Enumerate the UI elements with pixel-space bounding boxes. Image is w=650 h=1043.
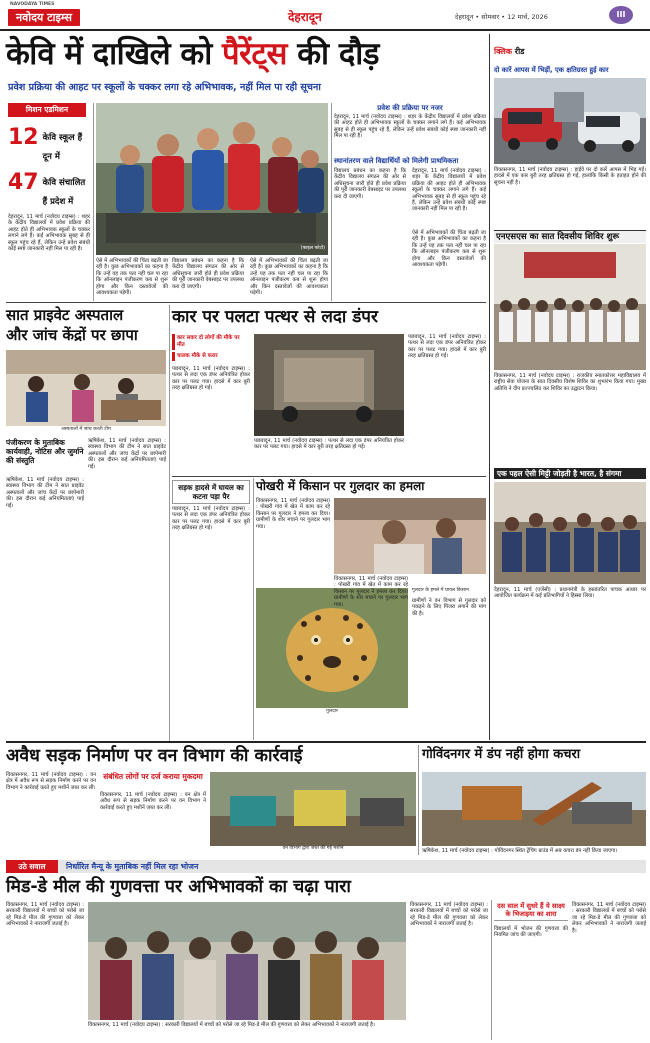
- mid-rule-2: [253, 478, 254, 740]
- click-label: क्लिक: [494, 47, 512, 56]
- lead-photo-students: [96, 103, 328, 255]
- hospital-inspection-illustration: [6, 350, 166, 426]
- govind-photo: [422, 772, 646, 846]
- seized-machines-illustration: [210, 772, 416, 846]
- leopard-body-3: विकासनगर, 11 मार्च (नवोदय टाइम्स) : पोखरी गांव में खेत में काम कर रहे किसान पर गुलदार ने हमला कर दिया। ग्रामीणों के शोर मचाने पर गुलदार भाग गया।: [334, 576, 408, 608]
- mid-rule-1: [169, 305, 170, 741]
- midday-kicker: निर्धारित मैन्यू के मुताबिक नहीं मिल रहा भोजन: [66, 862, 199, 871]
- midday-body-2: विकासनगर, 11 मार्च (नवोदय टाइम्स) : सरकारी विद्यालयों में बच्चों को परोसे जा रहे मिड-डे मील की गुणवत्ता को लेकर अभिभावकों ने नाराजगी जताई है।: [88, 1022, 375, 1028]
- lead-body-col1: देहरादून, 11 मार्च (नवोदय टाइम्स) : शहर के केंद्रीय विद्यालयों में प्रवेश प्रक्रिया की आहट होते ही अभिभावक स्कूलों के चक्कर लगाने लगे हैं। कई अभिभावक सुबह से ही स्कूल पहुंच रहे हैं, लेकिन उन्हें प्रवेश संबंधी कोई स्पष्ट जानकारी नहीं मिल पा रही है।: [8, 214, 90, 253]
- dumper-body-1: पछवादून, 11 मार्च (नवोदय टाइम्स) : पत्थर से लदा एक डंपर अनियंत्रित होकर कार पर पलट गया। हादसे में कार बुरी तरह क्षतिग्रस्त हो गई।: [172, 366, 250, 392]
- govind-headline: गोविंदनगर में डंप नहीं होगा कचरा: [422, 747, 581, 762]
- page-number: III: [616, 10, 626, 19]
- road-photo: [210, 772, 416, 846]
- leopard-body-2: ग्रामीणों ने वन विभाग से गुलदार को पकड़ने के लिए पिंजरा लगाने की मांग की है।: [412, 598, 486, 617]
- masthead-brand: नवोदय टाइम्स: [8, 9, 80, 26]
- midday-body-3: विकासनगर, 11 मार्च (नवोदय टाइम्स) : सरकारी विद्यालयों में बच्चों को परोसे जा रहे मिड-डे मील की गुणवत्ता को लेकर अभिभावकों ने नाराजगी जताई है।: [410, 902, 488, 928]
- lead-body-col3: विद्यालय प्रबंधन का कहना है कि केंद्रीय विद्यालय संगठन की ओर से अधिसूचना जारी होते ही प्रवेश प्रक्रिया की पूरी जानकारी वेबसाइट पर उपलब्ध करा दी जाएगी।: [172, 258, 244, 290]
- masthead-small-brand: NAVODAYA TIMES: [10, 2, 55, 7]
- lead-headline-part2: की दौड़: [297, 36, 379, 72]
- nss-headline: एनएसएस का सात दिवसीय शिविर शुरू: [494, 230, 646, 243]
- lead-tag: मिशन एडमिशन: [8, 103, 86, 117]
- dumper-body-2: पछवादून, 11 मार्च (नवोदय टाइम्स) : पत्थर से लदा एक डंपर अनियंत्रित होकर कार पर पलट गया। हादसे में कार बुरी तरह क्षतिग्रस्त हो गई।: [408, 334, 486, 360]
- leopard-illustration: [256, 588, 408, 708]
- govind-body: ऋषिकेश, 11 मार्च (नवोदय टाइम्स) : गोविंदनगर स्थित ट्रेंचिंग ग्राउंड में अब कचरा डंप नहीं किया जाएगा।: [422, 848, 618, 854]
- midday-headline: मिड-डे मील की गुणवत्ता पर अभिभावकों का चढ़ा पारा: [6, 877, 351, 897]
- lead-body-col7: ऐसे में अभिभावकों की चिंता बढ़ती जा रही है। कुछ अभिभावकों का कहना है कि उन्हें यह तक पता नहीं चल पा रहा कि ऑनलाइन पंजीकरण कब से शुरू होगा और किन दस्तावेजों की आवश्यकता पड़ेगी।: [412, 230, 486, 269]
- dumper-photo-caption: पछवादून, 11 मार्च (नवोदय टाइम्स) : पत्थर से लदा एक डंपर अनियंत्रित होकर कार पर पलट गया। हादसे में कार बुरी तरह क्षतिग्रस्त हो गई।: [254, 438, 404, 451]
- dumper-bullet-2: चालक मौके से फरार: [172, 352, 250, 361]
- bottom-rule-1: [418, 745, 419, 855]
- car-crash-illustration: [494, 78, 646, 164]
- lead-headline: [6, 35, 486, 73]
- dumper-sub-body-1: पछवादून, 11 मार्च (नवोदय टाइम्स) : पत्थर से लदा एक डंपर अनियंत्रित होकर कार पर पलट गया। हादसे में कार बुरी तरह क्षतिग्रस्त हो गई।: [172, 506, 250, 532]
- click-read-label: [494, 46, 524, 57]
- students-illustration: [96, 103, 328, 255]
- page-number-badge: [609, 6, 633, 24]
- right-col-rule-2: [489, 300, 490, 740]
- injured-farmer-illustration: [334, 498, 486, 574]
- farmer-photo: [334, 498, 486, 574]
- lead-stat-2: [8, 170, 92, 212]
- right-col-rule: [489, 34, 490, 300]
- road-body-2: विकासनगर, 11 मार्च (नवोदय टाइम्स) : वन क्षेत्र में अवैध रूप से सड़क निर्माण करने पर वन विभाग ने कार्रवाई करते हुए मशीनें जब्त कर लीं।: [100, 792, 206, 811]
- lead-body-col5: देहरादून, 11 मार्च (नवोदय टाइम्स) : शहर के केंद्रीय विद्यालयों में प्रवेश प्रक्रिया की आहट होते ही अभिभावक स्कूलों के चक्कर लगाने लगे हैं। कई अभिभावक सुबह से ही स्कूल पहुंच रहे हैं, लेकिन उन्हें प्रवेश संबंधी कोई स्पष्ट जानकारी नहीं मिल पा रही है।: [334, 114, 486, 140]
- leopard-headline: पोखरी में किसान पर गुलदार का हमला: [256, 479, 425, 493]
- car-crash-photo: [494, 78, 646, 164]
- right-top-body: विकासनगर, 11 मार्च (नवोदय टाइम्स) : हाईवे पर दो कारें आपस में भिड़ गईं। हादसे में एक कार बुरी तरह क्षतिग्रस्त हो गई, हालांकि किसी के हताहत होने की सूचना नहीं है।: [494, 167, 646, 186]
- bottom-rule-2: [491, 900, 492, 1040]
- lead-stat-1-num: 12: [8, 125, 39, 150]
- nss-photo: [494, 244, 646, 370]
- midday-photo: [88, 902, 406, 1020]
- midday-side-body-1: विद्यालयों में भोजन की गुणवत्ता की नियमित जांच की जाएगी।: [494, 926, 568, 939]
- lead-rule-2: [331, 103, 332, 301]
- hospital-body-1: ऋषिकेश, 11 मार्च (नवोदय टाइम्स) : स्वास्थ्य विभाग की टीम ने सात प्राइवेट अस्पतालों और जांच केंद्रों पर छापेमारी की। इस दौरान कई अनियमितताएं पाई गईं।: [6, 477, 84, 509]
- hospital-headline-2: और जांच केंद्रों पर छापा: [6, 326, 138, 344]
- lead-stat-1-text: केवि स्कूल हैं दून में: [42, 133, 83, 162]
- lead-body-col2: ऐसे में अभिभावकों की चिंता बढ़ती जा रही है। कुछ अभिभावकों का कहना है कि उन्हें यह तक पता नहीं चल पा रहा कि ऑनलाइन पंजीकरण कब से शुरू होगा और किन दस्तावेजों की आवश्यकता पड़ेगी।: [96, 258, 168, 297]
- leopard-body-1: विकासनगर, 11 मार्च (नवोदय टाइम्स) : पोखरी गांव में खेत में काम कर रहे किसान पर गुलदार ने हमला कर दिया। ग्रामीणों के शोर मचाने पर गुलदार भाग गया।: [256, 498, 330, 530]
- dumper-headline: कार पर पलटा पत्थर से लदा डंपर: [172, 307, 378, 327]
- trenching-ground-illustration: [422, 772, 646, 846]
- nss-body: विकासनगर, 11 मार्च (नवोदय टाइम्स) : राजकीय स्नातकोत्तर महाविद्यालय में राष्ट्रीय सेवा योजना के सात दिवसीय विशेष शिविर का शुभारंभ किया गया। मुख्य अतिथि ने दीप प्रज्ज्वलित कर शिविर का उद्घाटन किया।: [494, 373, 646, 392]
- lead-stat-1: [8, 125, 92, 165]
- rule-mid-1: [6, 302, 486, 303]
- road-subhead: संबंधित लोगों पर दर्ज कराया मुकदमा: [103, 772, 203, 781]
- lead-subhead: प्रवेश प्रक्रिया की आहट पर स्कूलों के चक्कर लगा रहे अभिभावक, नहीं मिल पा रही सूचना: [8, 82, 321, 93]
- rule-dumper-bottom: [172, 476, 486, 477]
- lead-body-col6: विद्यालय प्रबंधन का कहना है कि केंद्रीय विद्यालय संगठन की ओर से अधिसूचना जारी होते ही प्रवेश प्रक्रिया की पूरी जानकारी वेबसाइट पर उपलब्ध करा दी जाएगी।: [334, 168, 406, 200]
- lead-stat-2-num: 47: [8, 170, 39, 195]
- lead-stat-2-text: केवि संचालित हैं प्रदेश में: [42, 178, 86, 207]
- leopard-photo: [256, 588, 408, 708]
- lead-headline-part1: केवि में दाखिले को: [6, 36, 212, 72]
- road-body-1: विकासनगर, 11 मार्च (नवोदय टाइम्स) : वन क्षेत्र में अवैध रूप से सड़क निर्माण करने पर वन विभाग ने कार्रवाई करते हुए मशीनें जब्त कर लीं।: [6, 772, 96, 791]
- hospital-subhead: पंजीकरण के मुताबिक कार्यवाही, नोटिस और जुर्माने की संस्तुति: [6, 438, 84, 465]
- dumper-photo: [254, 334, 404, 436]
- road-headline: अवैध सड़क निर्माण पर वन विभाग की कार्रवाई: [6, 746, 303, 766]
- read-label: रीड: [514, 47, 525, 56]
- leopard-caption: गुलदार: [326, 709, 338, 714]
- group-event-photo: [494, 482, 646, 584]
- masthead-dateline: देहरादून • सोमवार • 12 मार्च, 2026: [455, 13, 548, 21]
- masthead-rule: [0, 29, 650, 31]
- masthead-section: देहरादून: [288, 10, 322, 24]
- dumper-bullet-1: कार सवार दो लोगों की मौके पर मौत: [172, 334, 250, 350]
- lead-sub-2: स्थानांतरण वाले विद्यार्थियों को मिलेगी प्राथमिकता: [334, 157, 459, 165]
- lead-body-col4: ऐसे में अभिभावकों की चिंता बढ़ती जा रही है। कुछ अभिभावकों का कहना है कि उन्हें यह तक पता नहीं चल पा रहा कि ऑनलाइन पंजीकरण कब से शुरू होगा और किन दस्तावेजों की आवश्यकता पड़ेगी।: [250, 258, 328, 297]
- hospital-photo: [6, 350, 166, 426]
- midday-side-body-2: विकासनगर, 11 मार्च (नवोदय टाइम्स) : सरकारी विद्यालयों में बच्चों को परोसे जा रहे मिड-डे मील की गुणवत्ता को लेकर अभिभावकों ने नाराजगी जताई है।: [572, 902, 646, 934]
- midday-tag: उठे सवाल: [6, 860, 58, 873]
- hospital-caption: अस्पतालों में जांच करती टीम: [61, 427, 111, 432]
- nss-group-illustration: [494, 244, 646, 370]
- dumper-subhead: सड़क हादसे में घायल का कटना पड़ा पैर: [172, 480, 250, 504]
- right-top-headline: दो कारें आपस में भिड़ीं, एक क्षतिग्रस्त हुई कार: [494, 66, 609, 74]
- parents-protest-illustration: [88, 902, 406, 1020]
- midday-side-headline: दस साल में सुधरे हैं ये साक्ष्य के भिजाइया का शारा: [494, 902, 568, 921]
- hospital-body-2: ऋषिकेश, 11 मार्च (नवोदय टाइम्स) : स्वास्थ्य विभाग की टीम ने सात प्राइवेट अस्पतालों और जांच केंद्रों पर छापेमारी की। इस दौरान कई अनियमितताएं पाई गईं।: [88, 438, 166, 470]
- group-event-illustration: [494, 482, 646, 584]
- farmer-caption: गुलदार के हमले में घायल किसान: [412, 588, 469, 593]
- lead-body-col8: देहरादून, 11 मार्च (नवोदय टाइम्स) : शहर के केंद्रीय विद्यालयों में प्रवेश प्रक्रिया की आहट होते ही अभिभावक स्कूलों के चक्कर लगाने लगे हैं। कई अभिभावक सुबह से ही स्कूल पहुंच रहे हैं, लेकिन उन्हें प्रवेश संबंधी कोई स्पष्ट जानकारी नहीं मिल पा रही है।: [412, 168, 486, 213]
- hospital-headline-1: सात प्राइवेट अस्पताल: [6, 306, 124, 324]
- right-section-3-headline: एक पहल ऐसी मिट्टी जोड़ती है भारत, है संगमा: [494, 468, 646, 479]
- lead-photo-caption: (फाइल फोटो): [300, 246, 325, 251]
- dumper-accident-illustration: [254, 334, 404, 436]
- lead-headline-red: पैरेंट्स: [222, 36, 287, 72]
- lead-sub-1: प्रवेश की प्रक्रिया पर नजर: [377, 104, 443, 112]
- right-section-3-body: देहरादून, 11 मार्च (एजेंसी) : प्रधानमंत्री के हस्तांतरित पाचक आधार पर आयोजित कार्यक्रम में कई प्रतिभागियों ने हिस्सा लिया।: [494, 587, 646, 600]
- masthead: [0, 0, 650, 30]
- lead-rule-1: [93, 103, 94, 301]
- road-caption: वन विभाग द्वारा जब्त की गई मशीनें: [282, 846, 344, 851]
- midday-body-1: विकासनगर, 11 मार्च (नवोदय टाइम्स) : सरकारी विद्यालयों में बच्चों को परोसे जा रहे मिड-डे मील की गुणवत्ता को लेकर अभिभावकों ने नाराजगी जताई है।: [6, 902, 84, 928]
- rule-mid-2: [6, 741, 646, 743]
